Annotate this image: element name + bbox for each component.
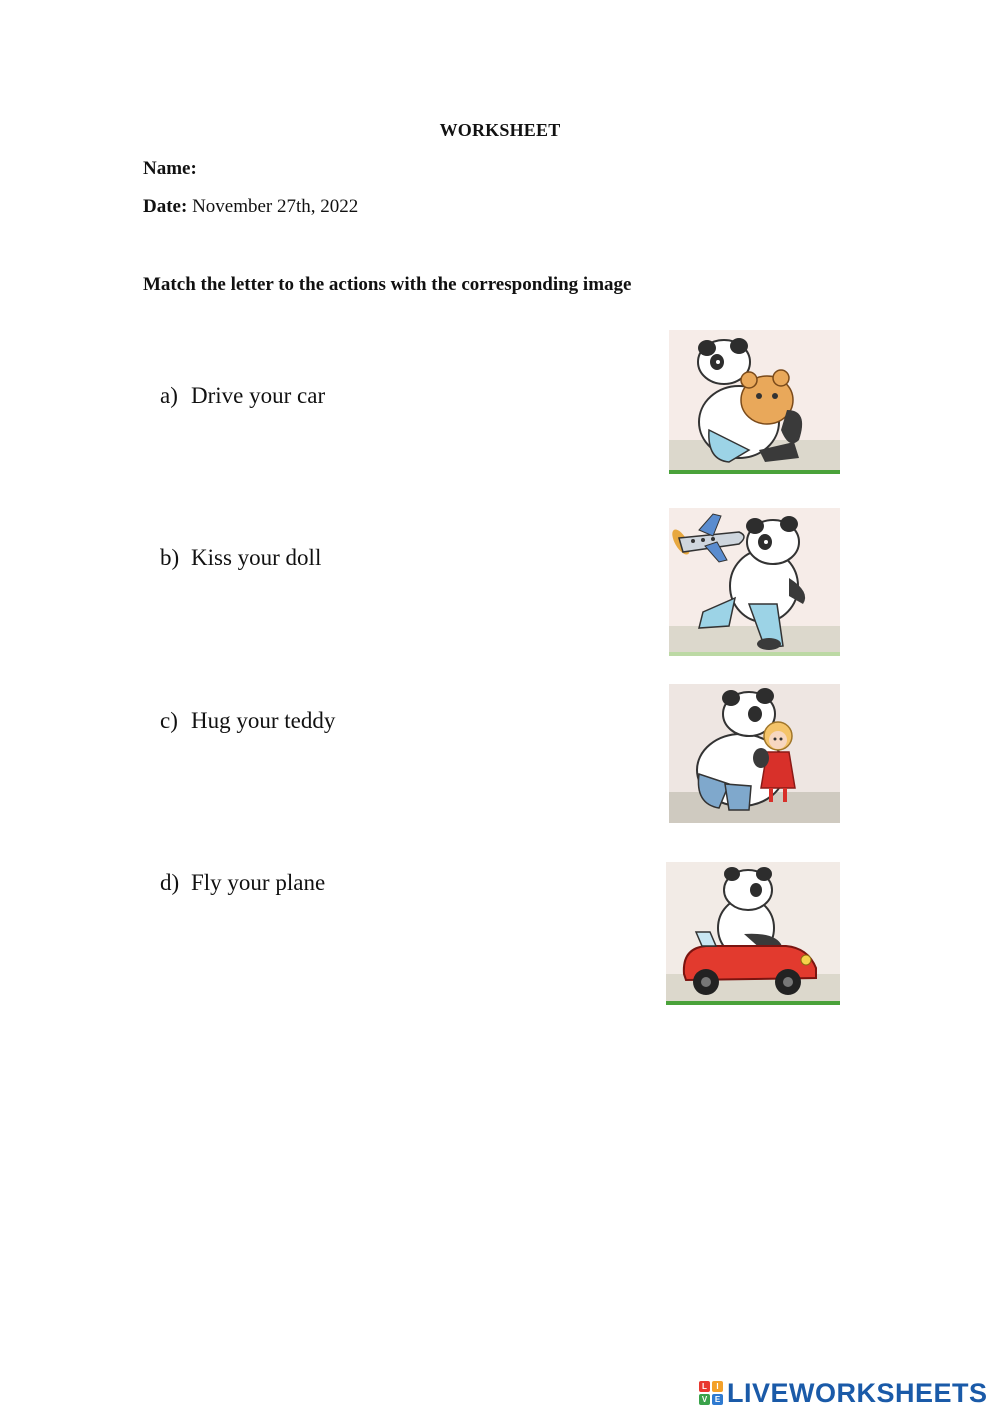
date-label: Date: bbox=[143, 196, 188, 217]
worksheet-title: WORKSHEET bbox=[439, 120, 561, 140]
image-panda-hugging-teddy[interactable] bbox=[669, 330, 840, 474]
item-letter: b) bbox=[160, 545, 180, 570]
action-item-d bbox=[160, 870, 325, 896]
item-text: Drive your car bbox=[191, 383, 326, 408]
name-field bbox=[143, 158, 197, 180]
date-value: November 27th, 2022 bbox=[192, 196, 359, 217]
instruction-text: Match the letter to the actions with the corresponding image bbox=[143, 274, 632, 295]
image-panda-kissing-doll[interactable] bbox=[669, 684, 840, 823]
action-item-c bbox=[160, 708, 335, 734]
panda-driving-car-icon bbox=[666, 862, 840, 1005]
panda-flying-plane-icon bbox=[669, 508, 840, 656]
logo-tile-v: V bbox=[699, 1394, 710, 1405]
logo-grid-icon bbox=[699, 1381, 723, 1405]
logo-tile-l: L bbox=[699, 1381, 710, 1392]
name-label: Name: bbox=[143, 158, 197, 179]
item-text: Hug your teddy bbox=[191, 708, 336, 733]
panda-hugging-teddy-icon bbox=[669, 330, 840, 474]
logo-tile-i: I bbox=[712, 1381, 723, 1392]
item-text: Fly your plane bbox=[191, 870, 326, 895]
date-field bbox=[143, 196, 358, 218]
panda-kissing-doll-icon bbox=[669, 684, 840, 823]
logo-tile-e: E bbox=[712, 1394, 723, 1405]
liveworksheets-logo bbox=[699, 1377, 988, 1409]
item-letter: d) bbox=[160, 870, 180, 895]
image-panda-flying-plane[interactable] bbox=[669, 508, 840, 656]
item-letter: c) bbox=[160, 708, 178, 733]
image-panda-driving-car[interactable] bbox=[666, 862, 840, 1005]
action-item-a bbox=[160, 383, 325, 409]
item-letter: a) bbox=[160, 383, 178, 408]
action-item-b bbox=[160, 545, 321, 571]
logo-wordmark: LIVEWORKSHEETS bbox=[727, 1377, 988, 1408]
item-text: Kiss your doll bbox=[191, 545, 322, 570]
